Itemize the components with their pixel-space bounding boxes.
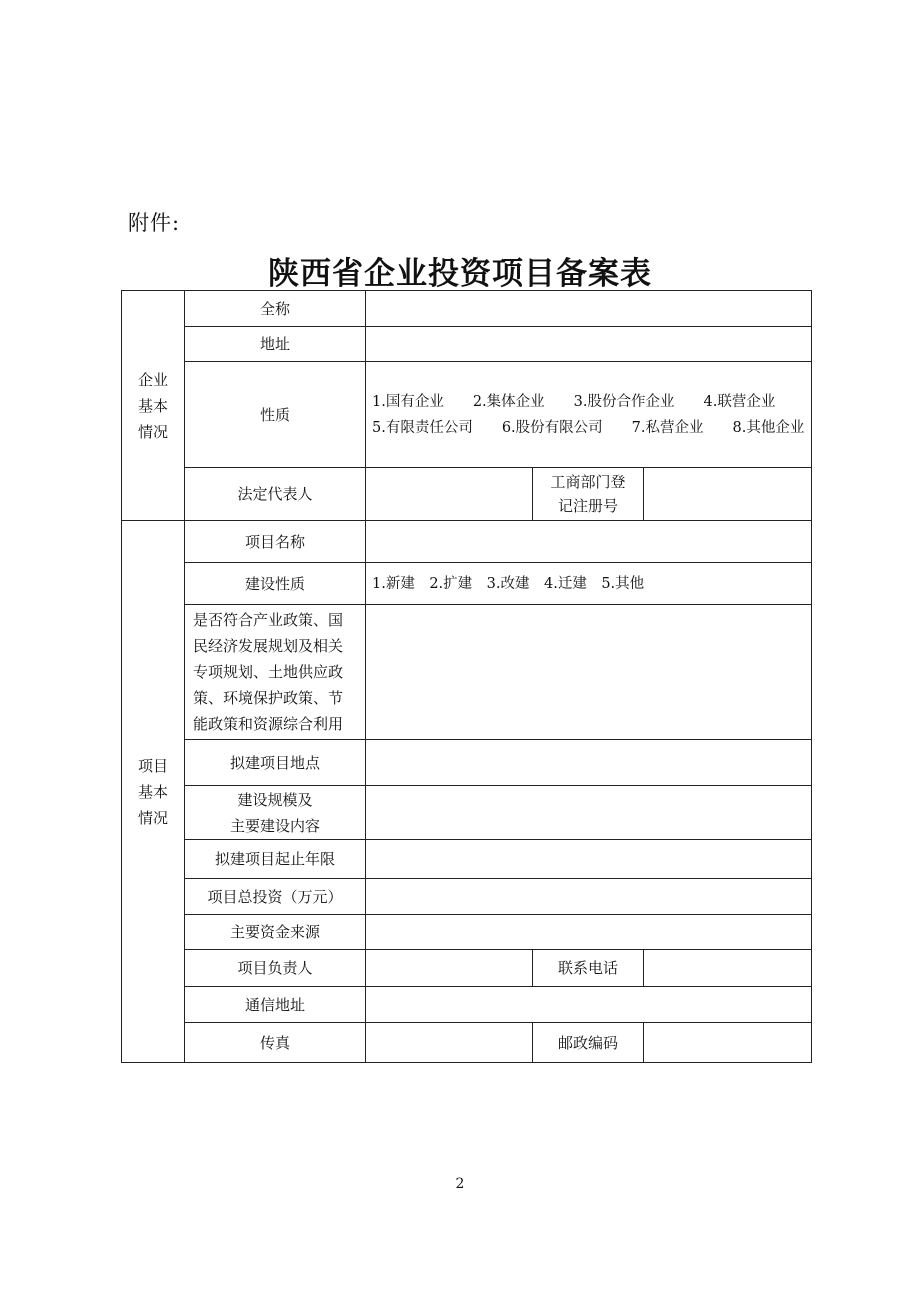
row-location (122, 740, 812, 786)
fax-field[interactable] (366, 1023, 533, 1063)
row-build-nature (122, 563, 812, 605)
row-legal-rep (122, 468, 812, 521)
row-mail-address (122, 987, 812, 1023)
reg-no-label: 工商部门登记注册号 (533, 468, 644, 521)
address-label: 地址 (185, 327, 366, 362)
location-field[interactable] (366, 740, 812, 786)
phone-label: 联系电话 (533, 950, 644, 987)
row-full-name (122, 291, 812, 327)
row-period (122, 840, 812, 879)
manager-field[interactable] (366, 950, 533, 987)
full-name-label: 全称 (185, 291, 366, 327)
row-manager (122, 950, 812, 987)
funding-field[interactable] (366, 915, 812, 950)
mail-address-field[interactable] (366, 987, 812, 1023)
project-name-label: 项目名称 (185, 521, 366, 563)
nature-options-line-2: 5.有限责任公司 6.股份有限公司 7.私营企业 8.其他企业 (372, 419, 805, 436)
project-section-label: 项目 基本 情况 (122, 521, 185, 1063)
funding-label: 主要资金来源 (185, 915, 366, 950)
legal-rep-field[interactable] (366, 468, 533, 521)
manager-label: 项目负责人 (185, 950, 366, 987)
fax-label: 传真 (185, 1023, 366, 1063)
policy-compliance-label: 是否符合产业政策、国民经济发展规划及相关专项规划、土地供应政策、环境保护政策、节能政策和资源综合利用 (185, 605, 366, 740)
legal-rep-label: 法定代表人 (185, 468, 366, 521)
full-name-field[interactable] (366, 291, 812, 327)
row-nature (122, 362, 812, 468)
phone-field[interactable] (644, 950, 812, 987)
nature-options-line-1: 1.国有企业 2.集体企业 3.股份合作企业 4.联营企业 (372, 393, 776, 410)
nature-label: 性质 (185, 362, 366, 468)
row-total-investment (122, 879, 812, 915)
policy-compliance-field[interactable] (366, 605, 812, 740)
row-scale (122, 786, 812, 840)
location-label: 拟建项目地点 (185, 740, 366, 786)
nature-options[interactable] (366, 362, 812, 468)
scale-field[interactable] (366, 786, 812, 840)
attachment-label: 附件: (128, 211, 181, 235)
address-field[interactable] (366, 327, 812, 362)
scale-label: 建设规模及 主要建设内容 (185, 786, 366, 840)
postcode-field[interactable] (644, 1023, 812, 1063)
build-nature-label: 建设性质 (185, 563, 366, 605)
row-address (122, 327, 812, 362)
reg-no-field[interactable] (644, 468, 812, 521)
row-policy (122, 605, 812, 740)
project-name-field[interactable] (366, 521, 812, 563)
row-fax (122, 1023, 812, 1063)
filing-form-table (121, 290, 812, 1063)
period-field[interactable] (366, 840, 812, 879)
postcode-label: 邮政编码 (533, 1023, 644, 1063)
total-investment-field[interactable] (366, 879, 812, 915)
page-number: 2 (455, 1176, 465, 1192)
build-nature-options[interactable]: 1.新建 2.扩建 3.改建 4.迁建 5.其他 (366, 563, 812, 605)
form-title: 陕西省企业投资项目备案表 (268, 256, 652, 292)
row-funding (122, 915, 812, 950)
mail-address-label: 通信地址 (185, 987, 366, 1023)
row-project-name (122, 521, 812, 563)
period-label: 拟建项目起止年限 (185, 840, 366, 879)
total-investment-label: 项目总投资（万元） (185, 879, 366, 915)
enterprise-section-label: 企业 基本 情况 (122, 291, 185, 521)
